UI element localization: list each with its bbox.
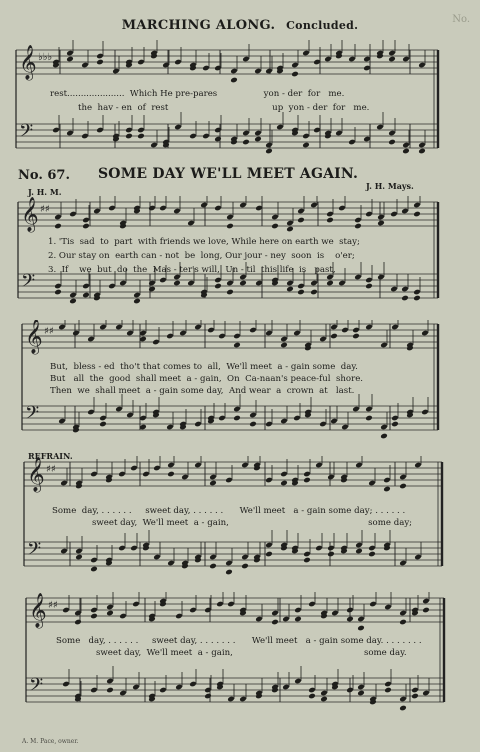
verse-1-line-2: But, bless - ed tho't that comes to all, We'll meet a - gain some day. — [50, 362, 358, 372]
title-text: MARCHING ALONG. — [121, 18, 276, 33]
key-signature: ♭♭♭ — [38, 52, 53, 63]
bass-clef-icon: 𝄢 — [25, 403, 40, 428]
copyright-note: A. M. Pace, owner. — [22, 738, 79, 745]
treble-clef-icon: 𝄞 — [25, 320, 43, 354]
bass-clef-icon: 𝄢 — [27, 539, 42, 564]
verse-3-line-1: 3. If we but do the Mas - ter's will, Un - til this life is past, — [48, 265, 336, 275]
key-signature: ♯♯ — [48, 600, 58, 611]
bass-clef-icon: 𝄢 — [21, 271, 36, 296]
music-by: J. H. Mays. — [366, 181, 414, 191]
song-number: No. 67. — [18, 168, 70, 183]
refrain-line-4: sweet day, We'll meet a - gain, some day. — [96, 648, 407, 658]
key-signature: ♯♯ — [40, 204, 50, 215]
words-by: J. H. M. — [28, 187, 62, 197]
page-number: No. — [452, 14, 470, 25]
staff-system-4 — [0, 456, 480, 576]
continued-song-title — [0, 18, 480, 33]
lyric-line: the hav - en of rest up yon - der for me. — [78, 103, 370, 113]
bass-clef-icon: 𝄢 — [29, 675, 44, 700]
refrain-label: REFRAIN. — [28, 451, 73, 461]
refrain-line-1: Some day, . . . . . . sweet day, . . . . . . We'll meet a - gain some day; . . . . . . — [52, 506, 406, 516]
refrain-line-3: Some day, . . . . . . sweet day, . . . . . . . We'll meet a - gain some day. . . . . . . . — [56, 636, 422, 646]
treble-clef-icon: 𝄞 — [21, 197, 39, 232]
treble-clef-icon: 𝄞 — [19, 45, 37, 80]
verse-1-line-1: 1. 'Tis sad to part with friends we love, While here on earth we stay; — [48, 237, 360, 247]
song-title: SOME DAY WE'LL MEET AGAIN. — [98, 166, 359, 182]
concluded-label: Concluded. — [286, 19, 359, 32]
verse-2-line-1: 2. Our stay on earth can - not be long, Our jour - ney soon is o'er; — [48, 251, 355, 261]
bass-clef-icon: 𝄢 — [19, 121, 34, 146]
key-signature: ♯♯ — [44, 326, 54, 337]
verse-2-line-2: But all the good shall meet a - gain, On Ca-naan's peace-ful shore. — [50, 374, 364, 384]
treble-clef-icon: 𝄞 — [27, 457, 45, 492]
key-signature: ♯♯ — [46, 464, 56, 475]
lyric-line: rest..................... Which He pre-pares yon - der for me. — [50, 89, 345, 99]
refrain-line-2: sweet day, We'll meet a - gain, some day; — [92, 518, 413, 528]
treble-clef-icon: 𝄞 — [29, 593, 47, 628]
verse-3-line-2: Then we shall meet a - gain some day, And wear a crown at last. — [50, 386, 355, 396]
